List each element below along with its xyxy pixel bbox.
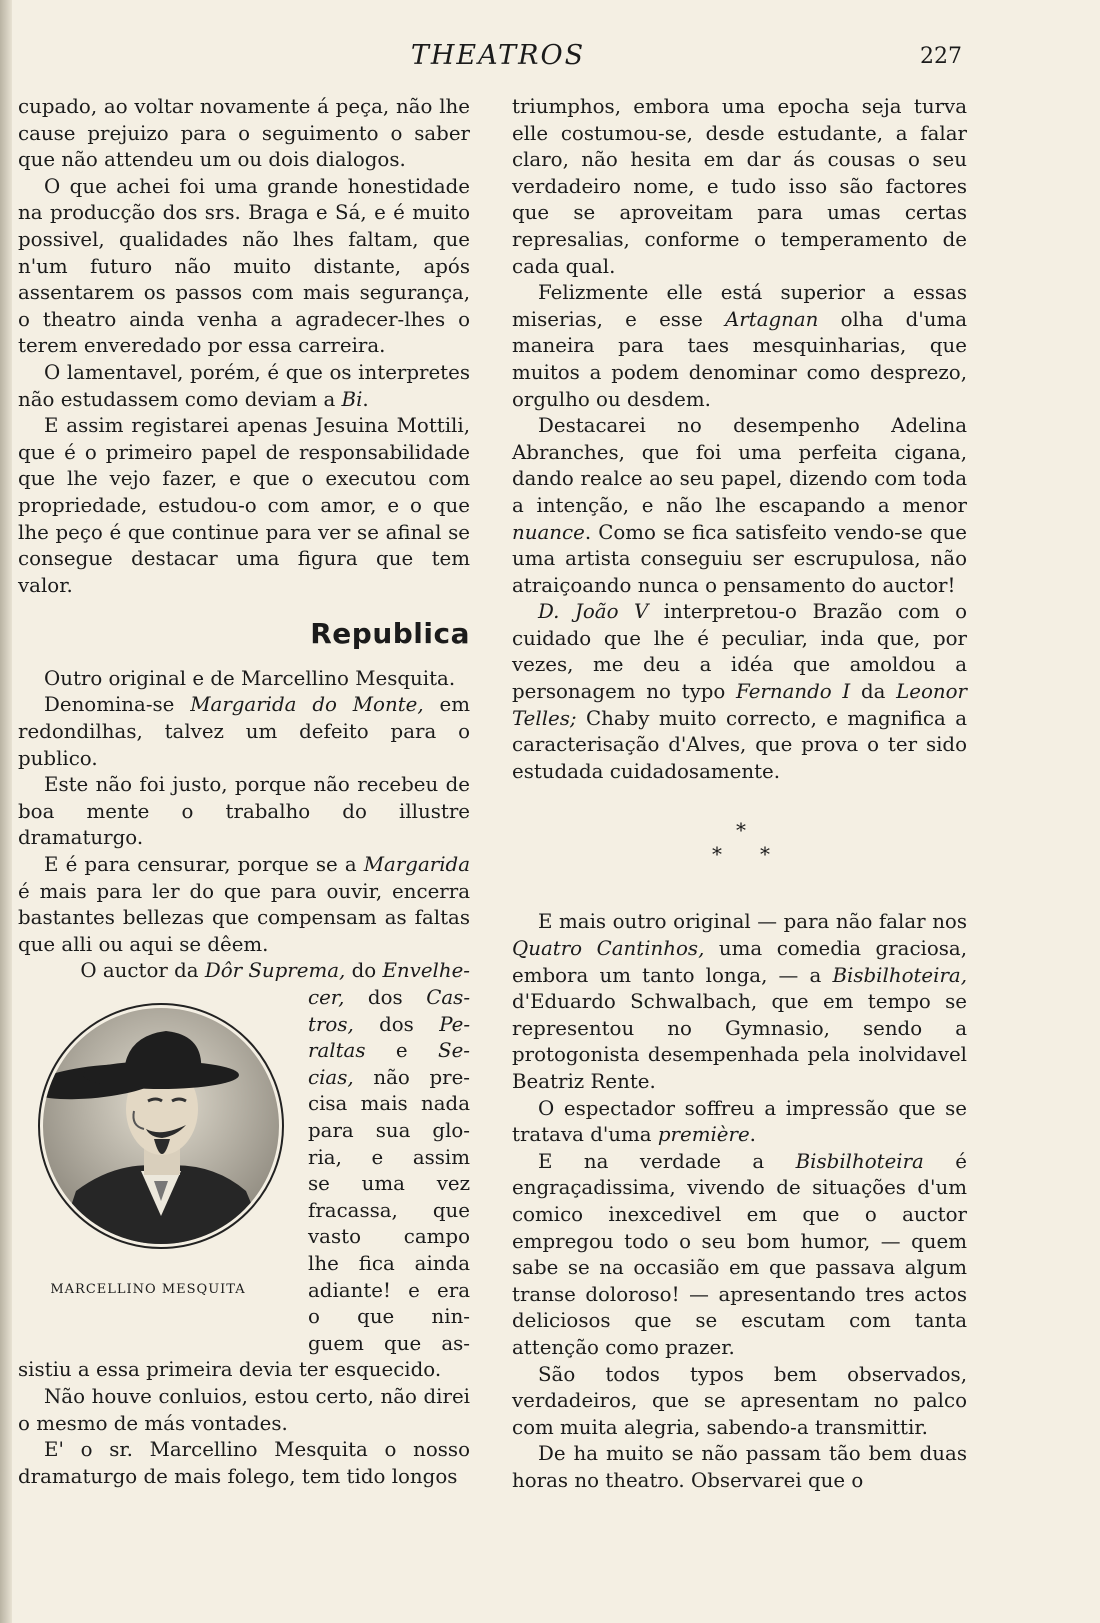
left-column xyxy=(18,94,470,1490)
portrait-image xyxy=(36,1001,286,1251)
paragraph: sistiu a essa primeira devia ter esquecido. xyxy=(18,1358,442,1382)
wrap-line: tros, dos Pe- xyxy=(308,1012,470,1036)
paragraph: O lamentavel, porém, é que os interpretes não estudassem como deviam a Bi. xyxy=(18,360,470,411)
paragraph: E na verdade a Bisbilhoteira é engraçadissima, vivendo de situações d'um comico inexcedivel em que o auctor empregou todo o seu bom humor, — quem sabe se na occasião em que passava algum transe doloroso! — apresentando tres actos deliciosos que se escutam com tanta attenção como prazer. xyxy=(512,1149,967,1359)
page-header xyxy=(18,40,978,80)
paragraph: triumphos, embora uma epocha seja turva elle costumou-se, desde estudante, a falar claro, não hesita em dar ás cousas o seu verdadeiro nome, e tudo isso são factores que se aproveitam para umas certas represalias, conforme o temperamento de cada qual. xyxy=(512,95,967,278)
wrap-line: cer, dos Cas- xyxy=(308,986,470,1009)
paragraph: O espectador soffreu a impressão que se tratava d'uma première. xyxy=(512,1096,967,1147)
page-edge xyxy=(0,0,12,1623)
wrap-line: ria, e assim xyxy=(308,1145,470,1169)
paragraph: Este não foi justo, porque não recebeu de boa mente o trabalho do illustre dramaturgo. xyxy=(18,773,470,850)
paragraph: Denomina-se Margarida do Monte, em redondilhas, talvez um defeito para o publico. xyxy=(18,693,470,770)
paragraph: O auctor da Dôr Suprema, do Envelhe- xyxy=(80,959,470,983)
portrait-figure xyxy=(18,985,308,1303)
paragraph: E é para censurar, porque se a Margarida é mais para ler do que para ouvir, encerra bastantes bellezas que compensam as faltas que alli ou aqui se dêem. xyxy=(18,853,470,956)
asterisk: * xyxy=(712,842,722,867)
wrap-line: para sua glo- xyxy=(308,1118,470,1142)
paragraph: Não houve conluios, estou certo, não direi o mesmo de más vontades. xyxy=(18,1384,470,1435)
paragraph: Destacarei no desempenho Adelina Abranches, que foi uma perfeita cigana, dando realce ao seu papel, dizendo com toda a intenção, e não lhe escapando a menor nuance. Como se fica satisfeito vendo-se que uma artista conseguiu ser escrupulosa, não atraiçoando nunca o pensamento do auctor! xyxy=(512,414,967,597)
paragraph: Outro original e de Marcellino Mesquita. xyxy=(44,666,456,690)
wrap-line: fracassa, que xyxy=(308,1198,470,1222)
paragraph: São todos typos bem observados, verdadeiros, que se apresentam no palco com muita alegria, sabendo-a transmittir. xyxy=(512,1362,967,1439)
wrap-line: raltas e Se- xyxy=(308,1039,470,1063)
page-number: 227 xyxy=(920,44,962,69)
running-head: THEATROS xyxy=(410,40,586,71)
wrapped-text xyxy=(308,985,470,1357)
paragraph: D. João V interpretou-o Brazão com o cuidado que lhe é peculiar, inda que, por vezes, me deu a idéa que amoldou a personagem no typo Fernando I da Leonor Telles; Chaby muito correcto, e magnifica a caracterisação d'Alves, que prova o ter sido estudada cuidadosamente. xyxy=(512,600,967,783)
asterisk: * xyxy=(760,842,770,867)
wrap-line: cias, não pre- xyxy=(308,1065,470,1089)
portrait-wrap xyxy=(18,985,470,1357)
wrap-line: vasto campo xyxy=(308,1225,470,1249)
wrap-line: se uma vez xyxy=(308,1172,470,1196)
paragraph: cupado, ao voltar novamente á peça, não lhe cause prejuizo para o seguimento o saber que não attendeu um ou dois dialogos. xyxy=(18,95,470,172)
paragraph: E mais outro original — para não falar nos Quatro Cantinhos, uma comedia graciosa, embora um tanto longa, — a Bisbilhoteira, d'Eduardo Schwalbach, que em tempo se representou no Gymnasio, sendo a protogonista desempenhada pela inolvidavel Beatriz Rente. xyxy=(512,910,967,1093)
wrap-line: guem que as- xyxy=(308,1331,470,1355)
right-column xyxy=(512,94,967,1495)
wrap-line: cisa mais nada xyxy=(308,1092,470,1116)
section-title: Republica xyxy=(310,617,470,651)
wrap-line: lhe fica ainda xyxy=(308,1251,470,1275)
paragraph: E' o sr. Marcellino Mesquita o nosso dramaturgo de mais folego, tem tido longos xyxy=(18,1438,470,1488)
paragraph: De ha muito se não passam tão bem duas horas no theatro. Observarei que o xyxy=(512,1442,967,1492)
paragraph: O que achei foi uma grande honestidade na producção dos srs. Braga e Sá, e é muito possivel, qualidades não lhes faltam, que n'um futuro não muito distante, após assentarem os passos com mais segurança, o theatro ainda venha a agradecer-lhes o terem enveredado por essa carreira. xyxy=(18,174,470,358)
paragraph: E assim registarei apenas Jesuina Mottili, que é o primeiro papel de responsabilidade que lhe vejo fazer, e que o executou com propriedade, estudou-o com amor, e o que lhe peço é que continue para ver se afinal se consegue destacar uma figura que tem valor. xyxy=(18,414,470,597)
wrap-line: o que nin- xyxy=(308,1305,470,1329)
asterisk: * xyxy=(736,818,746,843)
asterism-divider xyxy=(512,799,967,909)
portrait-caption: MARCELLINO MESQUITA xyxy=(50,1282,246,1297)
paragraph: Felizmente elle está superior a essas miserias, e esse Artagnan olha d'uma maneira para taes mesquinharias, que muitos a podem denominar como desprezo, orgulho ou desdem. xyxy=(512,281,967,411)
wrap-line: adiante! e era xyxy=(308,1278,470,1302)
